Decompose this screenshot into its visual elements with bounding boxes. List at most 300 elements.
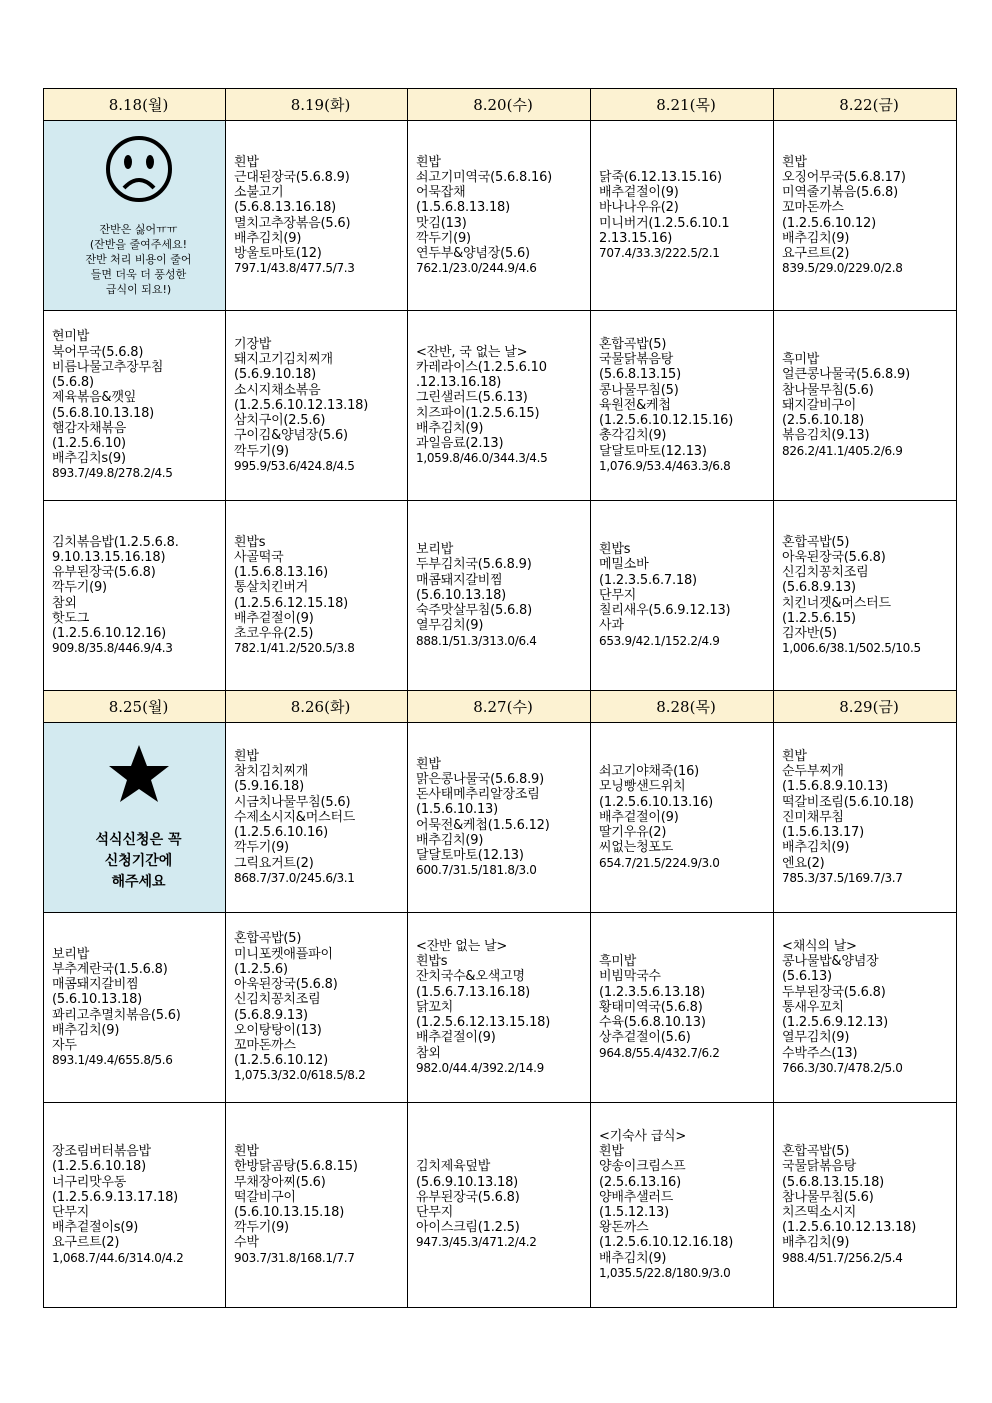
meal-items [782,155,956,277]
notice-cell [44,121,226,311]
menu-item: 흰밥 [234,749,259,765]
meal-items [599,542,773,648]
notice-box [52,742,225,893]
menu-item: 순두부찌개 [782,764,844,780]
menu-item: 북어무국(5.6.8) [52,344,144,360]
notice-line: 해주세요 [111,874,166,890]
notice-cell [44,723,226,913]
meal-cell [44,311,226,501]
menu-item: 장조림버터볶음밥 [52,1144,151,1160]
menu-item: 유부된장국(5.6.8) [52,565,156,581]
meal-cell [774,723,957,913]
nutrition-info: 1,076.9/53.4/463.3/6.8 [599,458,731,473]
day-header: 8.25(월) [44,691,226,723]
nutrition-info: 762.1/23.0/244.9/4.6 [416,261,537,276]
nutrition-info: 797.1/43.8/477.5/7.3 [234,261,355,276]
menu-item: 너구리맛우동 [52,1174,127,1190]
menu-item: 수박 [234,1235,259,1251]
menu-item: (1.5.6.8.9.10.13) [782,779,888,795]
meal-cell [226,501,408,691]
menu-item: (5.9.16.18) [234,779,304,795]
menu-item: 볶음김치(9.13) [782,428,870,444]
menu-item: 현미밥 [52,329,90,345]
meal-cell [408,311,591,501]
notice-line: 잔반 처리 비용이 줄어 [85,253,192,266]
menu-item: 흰밥 [234,154,259,170]
meal-row [44,121,957,311]
menu-item: 깍두기(9) [52,580,107,596]
menu-item: 흰밥 [234,1144,259,1160]
meal-cell [591,501,774,691]
nutrition-info: 707.4/33.3/222.5/2.1 [599,245,720,260]
nutrition-info: 982.0/44.4/392.2/14.9 [416,1060,544,1075]
meal-cell [226,913,408,1103]
menu-item: (1.2.5.6.10.13.16) [599,794,714,810]
menu-item: (5.6.8.13.16.18) [234,200,337,216]
nutrition-info: 909.8/35.8/446.9/4.3 [52,641,173,656]
menu-item: 국물닭볶음탕 [599,352,674,368]
menu-item: 신김치꽁치조림 [234,992,321,1008]
menu-item: 참치김치찌개 [234,764,309,780]
sad-face-icon [52,134,225,204]
menu-item: 열무김치(9) [782,1030,850,1046]
meal-cell [774,311,957,501]
nutrition-info: 1,059.8/46.0/344.3/4.5 [416,451,548,466]
meal-cell [226,121,408,311]
meal-cell [408,913,591,1103]
menu-item: 사과 [599,618,624,634]
meal-cell [44,913,226,1103]
menu-item: <채식의 날> [782,939,857,955]
nutrition-info: 868.7/37.0/245.6/3.1 [234,870,355,885]
meal-items [416,939,590,1076]
menu-item: 방울토마토(12) [234,245,322,261]
menu-item: (5.6.8.10.13.18) [52,405,155,421]
menu-item: 단무지 [599,587,637,603]
menu-item: <기숙사 급식> [599,1128,687,1144]
menu-item: 흑미밥 [599,954,637,970]
menu-item: 얼큰콩나물국(5.6.8.9) [782,367,910,383]
menu-item: 핫도그 [52,610,90,626]
menu-item: 총각김치(9) [599,428,667,444]
menu-item: 단무지 [52,1205,90,1220]
menu-item: 소불고기 [234,185,284,201]
menu-item: (1.2.5.6.10.12) [234,1053,328,1069]
day-header: 8.27(수) [408,691,591,723]
menu-item: 오징어무국(5.6.8.17) [782,169,906,185]
menu-item: 떡갈비조림(5.6.10.18) [782,794,914,810]
menu-item: 모닝빵샌드위치 [599,779,686,795]
menu-item: 배추김치(9) [416,832,484,848]
meal-cell [774,913,957,1103]
meal-items [416,345,590,467]
menu-item: 흰밥s [416,954,448,970]
menu-item: 매콤돼지갈비찜 [52,977,139,993]
menu-item: 한방닭곰탕(5.6.8.15) [234,1159,358,1175]
meal-items [782,352,956,458]
meal-cell [591,723,774,913]
menu-item: (2.5.6.13.16) [599,1174,681,1190]
menu-item: 배추김치(9) [52,1022,120,1038]
menu-item: 어묵전&케첩(1.5.6.12) [416,817,550,833]
menu-item: (5.6.8.9.13) [782,580,856,596]
menu-item: 깍두기(9) [234,840,289,856]
meal-cell [408,501,591,691]
meal-items [52,535,225,657]
meal-cell [226,723,408,913]
menu-item: 왕돈까스 [599,1220,649,1236]
notice-box [52,134,225,297]
menu-item: (5.6.8) [52,375,94,391]
day-header-row [44,691,957,723]
meal-cell [591,121,774,311]
menu-item: (5.6.8.9.13) [234,1007,308,1023]
meal-items [234,749,407,886]
nutrition-info: 785.3/37.5/169.7/3.7 [782,870,903,885]
meal-items [782,749,956,886]
menu-item: 바나나우유(2) [599,200,679,216]
menu-item: 양배추샐러드 [599,1189,674,1205]
menu-item: 흰밥s [599,542,631,558]
nutrition-info: 600.7/31.5/181.8/3.0 [416,863,537,878]
menu-item: 콩나물밥&양념장 [782,954,879,970]
menu-item: 요구르트(2) [782,245,850,261]
meal-cell [44,501,226,691]
menu-item: 흰밥 [599,1144,624,1160]
meal-row [44,723,957,913]
meal-cell [408,121,591,311]
menu-item: 혼합곡밥(5) [782,534,850,550]
meal-cell [44,1103,226,1308]
meal-items [234,535,407,657]
nutrition-info: 1,006.6/38.1/502.5/10.5 [782,641,921,656]
nutrition-info: 888.1/51.3/313.0/6.4 [416,633,537,648]
menu-item: (1.5.6.10.13) [416,802,498,818]
menu-item: 배추겉절이s(9) [52,1220,139,1236]
nutrition-info: 766.3/30.7/478.2/5.0 [782,1060,903,1075]
menu-item: 보리밥 [416,542,454,558]
meal-items [599,954,773,1060]
meal-cell [774,1103,957,1308]
menu-item: (1.2.3.5.6.7.18) [599,572,697,588]
meal-cell [408,723,591,913]
meal-table [43,88,957,1308]
menu-item: 통새우꼬치 [782,999,844,1015]
menu-item: 참외 [416,1045,441,1061]
menu-item: (1.2.5.6.15) [782,610,856,626]
menu-item: 쇠고기미역국(5.6.8.16) [416,169,553,185]
menu-item: 맑은콩나물국(5.6.8.9) [416,771,544,787]
menu-item: 꼬마돈까스 [234,1037,296,1053]
menu-item: 아이스크림(1.2.5) [416,1220,520,1236]
star-icon [52,742,225,808]
menu-item: 그린샐러드(5.6.13) [416,390,528,406]
menu-item: 배추김치(9) [782,1235,850,1251]
menu-item: 혼합곡밥(5) [782,1144,850,1160]
menu-item: 참나물무침(5.6) [782,382,874,398]
menu-item: 과일음료(2.13) [416,435,504,451]
meal-items [416,757,590,879]
menu-item: 흰밥s [234,534,266,550]
menu-item: 오이탕탕이(13) [234,1022,322,1038]
menu-item: 흰밥 [416,154,441,170]
menu-item: 제육볶음&깻잎 [52,390,137,406]
nutrition-info: 964.8/55.4/432.7/6.2 [599,1045,720,1060]
menu-item: (1.2.5.6.9.12.13) [782,1015,888,1031]
menu-item: 카레라이스(1.2.5.6.10 [416,359,547,375]
menu-item: 흰밥 [782,749,807,765]
menu-item: 배추김치(9) [234,230,302,246]
meal-cell [226,1103,408,1308]
menu-item: 배추겉절이(9) [599,809,679,825]
menu-item: 햄감자채볶음 [52,420,127,436]
menu-item: (5.6.13) [782,969,832,985]
menu-item: 배추김치(9) [782,840,850,856]
meal-cell [591,913,774,1103]
nutrition-info: 893.7/49.8/278.2/4.5 [52,466,173,481]
meal-calendar [43,88,956,1308]
menu-item: (1.2.5.6.10.12.16.18) [599,1235,734,1251]
menu-item: 보리밥 [52,946,90,962]
menu-item: 국물닭볶음탕 [782,1159,857,1175]
menu-item: (5.6.9.10.18) [234,367,316,383]
meal-items [782,939,956,1076]
menu-item: (1.5.6.8.13.18) [416,200,510,216]
menu-item: (1.5.6.13.17) [782,825,864,841]
menu-item: 아욱된장국(5.6.8) [782,549,886,565]
nutrition-info: 988.4/51.7/256.2/5.4 [782,1250,903,1265]
menu-item: (1.5.6.7.13.16.18) [416,984,531,1000]
menu-item: (1.2.5.6.12.15.18) [234,595,349,611]
menu-item: 떡갈비구이 [234,1189,296,1205]
menu-item: (1.2.5.6.10.12.16) [52,625,167,641]
menu-item: 연두부&양념장(5.6) [416,245,530,261]
meal-items [782,1144,956,1266]
menu-item: 닭죽(6.12.13.15.16) [599,169,722,185]
menu-item: (1.5.12.13) [599,1205,669,1220]
menu-item: <잔반 없는 날> [416,939,508,955]
menu-item: 배추겉절이(9) [234,610,314,626]
menu-item: (1.2.5.6.10.12.13.18) [234,397,369,413]
menu-item: 씨없는청포도 [599,840,674,856]
notice-line: 석식신청은 꼭 [95,832,182,848]
menu-item: (5.6.10.13.15.18) [234,1205,345,1220]
menu-item: (1.2.5.6.10.12.15.16) [599,413,734,429]
menu-item: 미니포켓애플파이 [234,946,333,962]
day-header: 8.29(금) [774,691,957,723]
menu-item: 소시지채소볶음 [234,382,321,398]
menu-item: .12.13.16.18) [416,375,502,391]
menu-item: 꽈리고추멸치볶음(5.6) [52,1007,181,1023]
day-header: 8.26(화) [226,691,408,723]
menu-item: 김치제육덮밥 [416,1159,491,1175]
menu-item: 어묵잡채 [416,185,466,201]
menu-item: 매콤돼지갈비찜 [416,572,503,588]
menu-item: 그릭요거트(2) [234,855,314,871]
meal-items [52,329,225,481]
menu-item: 잔치국수&오색고명 [416,969,525,985]
menu-item: 9.10.13.15.16.18) [52,549,166,565]
meal-row [44,311,957,501]
nutrition-info: 654.7/21.5/224.9/3.0 [599,855,720,870]
menu-item: 2.13.15.16) [599,230,673,246]
menu-item: 기장밥 [234,337,272,353]
nutrition-info: 782.1/41.2/520.5/3.8 [234,641,355,656]
meal-cell [591,311,774,501]
menu-item: 수육(5.6.8.10.13) [599,1015,706,1031]
menu-item: 혼합곡밥(5) [234,931,302,947]
menu-item: 참나물무침(5.6) [782,1189,874,1205]
menu-item: <잔반, 국 없는 날> [416,344,528,360]
menu-item: (1.2.5.6.12.13.15.18) [416,1015,551,1031]
menu-item: 미역줄기볶음(5.6.8) [782,185,898,201]
nutrition-info: 947.3/45.3/471.2/4.2 [416,1235,537,1250]
menu-item: 김자반(5) [782,625,837,641]
menu-item: 흰밥 [416,756,441,772]
menu-item: (1.2.5.6.10.16) [234,825,328,841]
meal-row [44,1103,957,1308]
menu-item: (1.2.5.6.10) [52,435,126,451]
menu-item: 수박주스(13) [782,1045,858,1061]
menu-item: 사골떡국 [234,549,284,565]
menu-item: 시금치나물무침(5.6) [234,794,351,810]
menu-item: 꼬마돈까스 [782,200,844,216]
menu-item: (5.6.9.10.13.18) [416,1174,519,1190]
notice-line: (잔반을 줄여주세요! [89,238,188,251]
menu-item: (1.2.5.6.10.18) [52,1159,146,1175]
day-header: 8.22(금) [774,89,957,121]
menu-item: 숙주맛살무침(5.6.8) [416,603,532,619]
menu-item: (2.5.6.10.18) [782,413,864,429]
menu-item: (5.6.8.13.15.18) [782,1174,885,1190]
menu-item: 황태미역국(5.6.8) [599,999,703,1015]
menu-item: 돈사태메추리알장조림 [416,787,540,803]
menu-item: 혼합곡밥(5) [599,337,667,353]
meal-cell [591,1103,774,1308]
menu-item: 배추김치(9) [599,1250,667,1266]
menu-item: 육원전&케첩 [599,397,671,413]
menu-item: 상추겉절이(5.6) [599,1030,691,1046]
menu-item: 흑미밥 [782,352,820,368]
meal-items [234,931,407,1083]
menu-item: 돼지고기김치찌개 [234,352,333,368]
menu-item: 유부된장국(5.6.8) [416,1189,520,1205]
meal-row [44,913,957,1103]
menu-item: 멸치고추장볶음(5.6) [234,215,351,231]
menu-item: 자두 [52,1037,77,1053]
menu-item: 구이김&양념장(5.6) [234,428,348,444]
menu-item: 치킨너겟&머스터드 [782,595,891,611]
nutrition-info: 1,035.5/22.8/180.9/3.0 [599,1265,731,1280]
menu-item: 치즈파이(1.2.5.6.15) [416,405,540,421]
menu-item: 부추계란국(1.5.6.8) [52,961,168,977]
menu-item: 배추김치(9) [416,420,484,436]
menu-item: (1.2.5.6.10.12) [782,215,876,231]
meal-cell [408,1103,591,1308]
menu-item: 초코우유(2.5) [234,625,314,641]
nutrition-info: 1,068.7/44.6/314.0/4.2 [52,1250,184,1265]
meal-items [416,1159,590,1250]
menu-item: 칠리새우(5.6.9.12.13) [599,603,731,619]
menu-item: 딸기우유(2) [599,825,667,841]
notice-line: 신청기간에 [104,853,173,869]
menu-item: (1.2.5.6.10.12.13.18) [782,1220,917,1236]
day-header: 8.20(수) [408,89,591,121]
menu-item: 두부김치국(5.6.8.9) [416,557,532,573]
menu-item: 깍두기(9) [416,230,471,246]
meal-items [52,947,225,1069]
menu-item: (5.6.10.13.18) [416,587,507,603]
meal-cell [774,121,957,311]
menu-item: (5.6.8.13.15) [599,367,681,383]
menu-item: 김치볶음밥(1.2.5.6.8. [52,534,179,550]
menu-item: (1.2.5.6) [234,961,288,977]
menu-item: 신김치꽁치조림 [782,565,869,581]
menu-item: 배추김치s(9) [52,451,126,467]
menu-item: 비빔막국수 [599,969,661,985]
menu-item: 흰밥 [782,154,807,170]
menu-item: 비름나물고추장무침 [52,359,164,375]
menu-item: 쇠고기야채죽(16) [599,764,700,780]
meal-row [44,501,957,691]
menu-item: 양송이크림스프 [599,1159,686,1175]
notice-line: 들면 더욱 더 풍성한 [90,268,187,281]
meal-items [599,1129,773,1281]
menu-item: 배추겉절이(9) [416,1030,496,1046]
menu-item: 열무김치(9) [416,618,484,634]
menu-item: (5.6.10.13.18) [52,992,143,1008]
meal-cell [226,311,408,501]
menu-item: 근대된장국(5.6.8.9) [234,169,350,185]
menu-item: 삼치구이(2.5.6) [234,413,326,429]
meal-cell [774,501,957,691]
menu-item: 엔요(2) [782,855,825,871]
menu-item: (1.5.6.8.13.16) [234,565,328,581]
menu-item: (1.2.5.6.9.13.17.18) [52,1189,179,1205]
menu-item: 달달토마토(12.13) [599,443,707,459]
day-header-row [44,89,957,121]
meal-items [416,542,590,648]
meal-items [599,764,773,870]
meal-items [52,1144,225,1266]
menu-item: 치즈떡소시지 [782,1205,857,1220]
menu-item: 진미채무침 [782,809,844,825]
nutrition-info: 995.9/53.6/424.8/4.5 [234,458,355,473]
menu-item: 달달토마토(12.13) [416,847,524,863]
day-header: 8.21(목) [591,89,774,121]
menu-item: 메밀소바 [599,557,649,573]
menu-item: 배추겉절이(9) [599,185,679,201]
meal-items [234,337,407,474]
meal-items [599,170,773,261]
meal-items [599,337,773,474]
menu-item: 무채장아찌(5.6) [234,1174,326,1190]
day-header: 8.18(월) [44,89,226,121]
menu-item: 미니버거(1.2.5.6.10.1 [599,215,730,231]
menu-item: 참외 [52,595,77,611]
menu-item: 닭꼬치 [416,999,454,1015]
menu-item: (1.2.3.5.6.13.18) [599,984,705,1000]
notice-line: 잔반은 싫어ㅠㅠ [99,223,178,236]
menu-item: 깍두기(9) [234,1220,289,1236]
nutrition-info: 839.5/29.0/229.0/2.8 [782,261,903,276]
nutrition-info: 1,075.3/32.0/618.5/8.2 [234,1068,366,1083]
menu-item: 콩나물무침(5) [599,382,679,398]
menu-item: 배추김치(9) [782,230,850,246]
menu-item: 아욱된장국(5.6.8) [234,977,338,993]
nutrition-info: 903.7/31.8/168.1/7.7 [234,1250,355,1265]
meal-items [416,155,590,277]
